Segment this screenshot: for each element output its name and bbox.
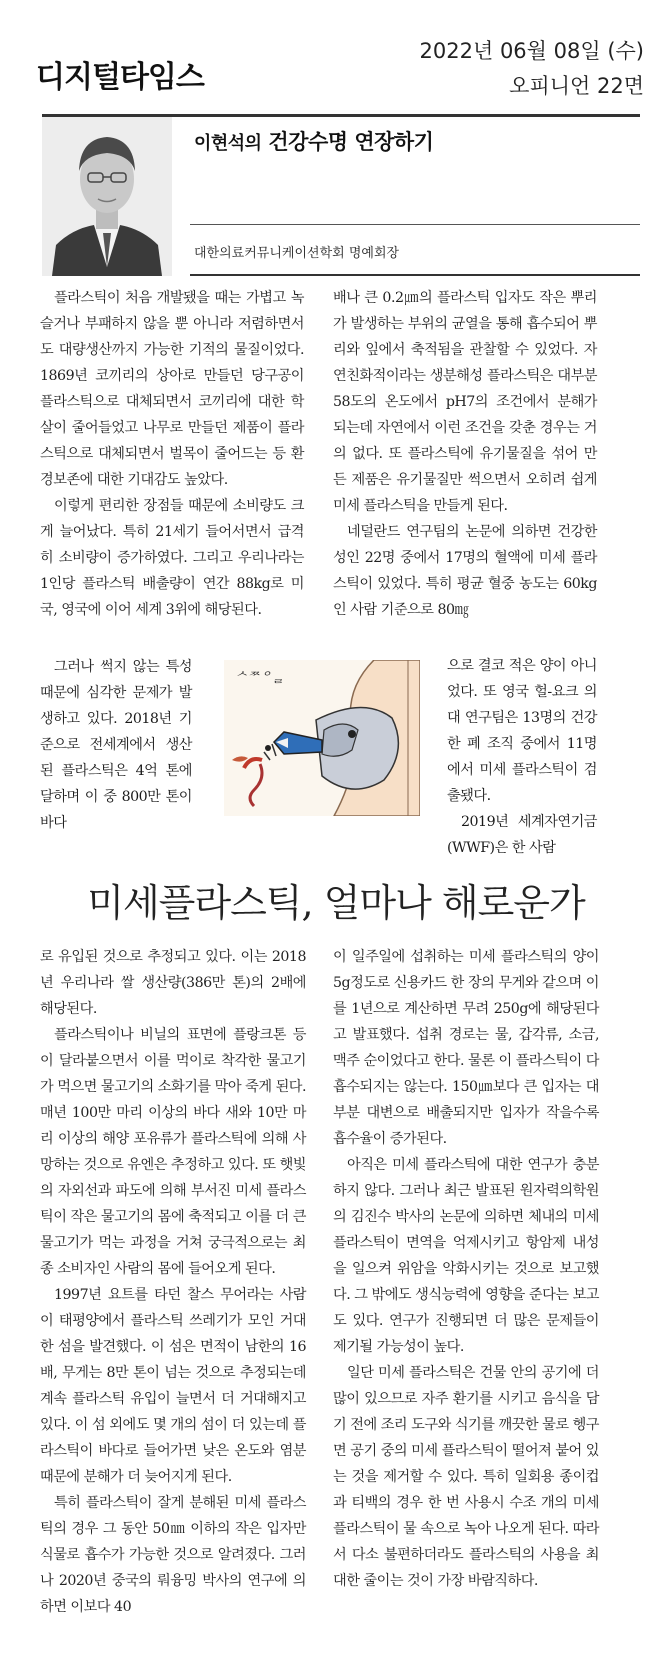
column-header [42, 114, 640, 276]
article-column-bottom-left [40, 944, 306, 1620]
article-paragraph: 플라스틱이나 비닐의 표면에 플랑크톤 등이 달라붙으면서 이를 먹이로 착각한 물고기가 먹으면 물고기의 소화기를 막아 죽게 된다. 매년 100만 마리 이상의 바다 새와 10만 마리 이상의 해양 포유류가 플라스틱에 의해 사망하는 것으로 유엔은 추정하고 있다. 또 햇빛의 자외선과 파도에 의해 부서진 미세 플라스틱이 작은 물고기의 몸에 축적되고 이를 더 큰 물고기가 먹는 과정을 거쳐 궁극적으로는 최종 소비자인 사람의 몸에 들어오게 된다. [40, 1027, 306, 1277]
publication-date: 2022년 06월 08일 (수) [419, 39, 644, 63]
article-paragraph: 2019년 세계자연기금(WWF)은 한 사람 [447, 814, 597, 856]
columnist-photo [42, 117, 172, 276]
article-paragraph: 플라스틱이 처음 개발됐을 때는 가볍고 녹슬거나 부패하지 않을 뿐 아니라 저렴하면서도 대량생산까지 가능한 기적의 물질이었다. 1869년 코끼리의 상아로 만들던 당구공이 플라스틱으로 대체되면서 코끼리에 대한 학살이 줄어들었고 나무로 만들던 제품이 플라스틱으로 대체되면서 벌목이 줄어드는 등 환경보존에 대한 기대감도 높았다. [40, 290, 304, 488]
article-paragraph: 아직은 미세 플라스틱에 대한 연구가 충분하지 않다. 그러나 최근 발표된 원자력의학원의 김진수 박사의 논문에 의하면 체내의 미세 플라스틱이 면역을 억제시키고 항암제 내성을 일으켜 위암을 악화시키는 것으로 보고했다. 그 밖에도 생식능력에 영향을 준다는 보고도 있다. 연구가 진행되면 더 많은 문제들이 제기될 가능성이 높다. [333, 1157, 599, 1355]
article-paragraph: 그러나 썩지 않는 특성 때문에 심각한 문제가 발생하고 있다. 2018년 기준으로 전세계에서 생산된 플라스틱은 4억 톤에 달하며 이 중 800만 톤이 바다 [40, 659, 192, 831]
column-author: 이현석의 [194, 133, 262, 154]
article-paragraph: 배나 큰 0.2㎛의 플라스틱 입자도 작은 뿌리가 발생하는 부위의 균열을 통해 흡수되어 뿌리와 잎에서 축적됨을 관찰할 수 있었다. 자연친화적이라는 생분해성 플라스틱은 대부분 58도의 온도에서 pH7의 조건에서 분해가 되는데 자연에서 이런 조건을 갖춘 경우는 거의 없다. 또 플라스틱에 유기물질을 섞어 만든 제품은 유기물질만 썩으면서 오히려 쉽게 미세 플라스틱을 만들게 된다. [333, 290, 597, 514]
article-wrap-left [40, 654, 192, 836]
article-paragraph: 이렇게 편리한 장점들 때문에 소비량도 크게 늘어났다. 특히 21세기 들어서면서 급격히 소비량이 증가하였다. 그리고 우리나라는 1인당 플라스틱 배출량이 연간 88kg로 미국, 영국에 이어 세계 3위에 해당된다. [40, 498, 304, 618]
column-byline: 대한의료커뮤니케이션학회 명예회장 [194, 246, 400, 261]
article-column-top-left [40, 285, 304, 623]
cartoon-illustration [224, 660, 420, 816]
publication-info [420, 34, 644, 104]
newspaper-masthead: 디지털타임스 [36, 60, 204, 95]
article-headline: 미세플라스틱, 얼마나 해로운가 [87, 881, 585, 925]
article-paragraph: 1997년 요트를 타던 찰스 무어라는 사람이 태평양에서 플라스틱 쓰레기가 모인 거대한 섬을 발견했다. 이 섬은 면적이 남한의 16배, 무게는 8만 톤이 넘는 것으로 추정되는데 계속 플라스틱 유입이 늘면서 더 거대해지고 있다. 이 섬 외에도 몇 개의 섬이 더 있는데 플라스틱이 바다로 들어가면 낮은 온도와 염분 때문에 분해가 더 늦어지게 된다. [40, 1287, 306, 1485]
columnist-photo-drawing [42, 117, 172, 276]
article-paragraph: 로 유입된 것으로 추정되고 있다. 이는 2018년 우리나라 쌀 생산량(386만 톤)의 2배에 해당된다. [40, 949, 306, 1017]
article-wrap-right [447, 653, 597, 861]
column-title [194, 126, 433, 156]
article-column-top-right [333, 285, 597, 623]
column-header-divider [190, 224, 640, 225]
cartoon-drawing [224, 660, 420, 816]
article-paragraph: 특히 플라스틱이 잘게 분해된 미세 플라스틱의 경우 그 동안 50㎚ 이하의 작은 입자만 식물로 흡수가 가능한 것으로 알려졌다. 그러나 2020년 중국의 뤄융밍 박사의 연구에 의하면 이보다 40 [40, 1495, 306, 1615]
cartoonist-signature: ᄉᄍᄋᆯ [234, 671, 285, 686]
article-column-bottom-right [333, 944, 599, 1594]
article-paragraph: 일단 미세 플라스틱은 건물 안의 공기에 더 많이 있으므로 자주 환기를 시키고 음식을 담기 전에 조리 도구와 식기를 깨끗한 물로 헹구면 공기 중의 미세 플라스틱이 떨어져 붙어 있는 것을 제거할 수 있다. 특히 일회용 종이컵과 티백의 경우 한 번 사용시 수조 개의 미세플라스틱이 물 속으로 녹아 나오게 된다. 따라서 다소 불편하더라도 플라스틱의 사용을 최대한 줄이는 것이 가장 바람직하다. [333, 1365, 599, 1589]
article-paragraph: 으로 결코 적은 양이 아니었다. 또 영국 헐-요크 의대 연구팀은 13명의 건강한 폐 조직 중에서 11명에서 미세 플라스틱이 검출됐다. [447, 658, 597, 804]
section-page: 오피니언 22면 [509, 74, 644, 98]
article-paragraph: 이 일주일에 섭취하는 미세 플라스틱의 양이 5g정도로 신용카드 한 장의 무게와 같으며 이를 1년으로 계산하면 무려 250g에 해당된다고 발표했다. 섭취 경로는 물, 갑각류, 소금, 맥주 순이었다고 한다. 물론 이 플라스틱이 다 흡수되지는 않는다. 150㎛보다 큰 입자는 대부분 대변으로 배출되지만 입자가 작을수록 흡수율이 증가된다. [333, 949, 599, 1147]
article-paragraph: 네덜란드 연구팀의 논문에 의하면 건강한 성인 22명 중에서 17명의 혈액에 미세 플라스틱이 있었다. 특히 평균 혈중 농도는 60kg인 사람 기준으로 80㎎ [333, 524, 597, 618]
column-series-title: 건강수명 연장하기 [268, 130, 434, 154]
column-header-bottom-rule [190, 274, 640, 276]
